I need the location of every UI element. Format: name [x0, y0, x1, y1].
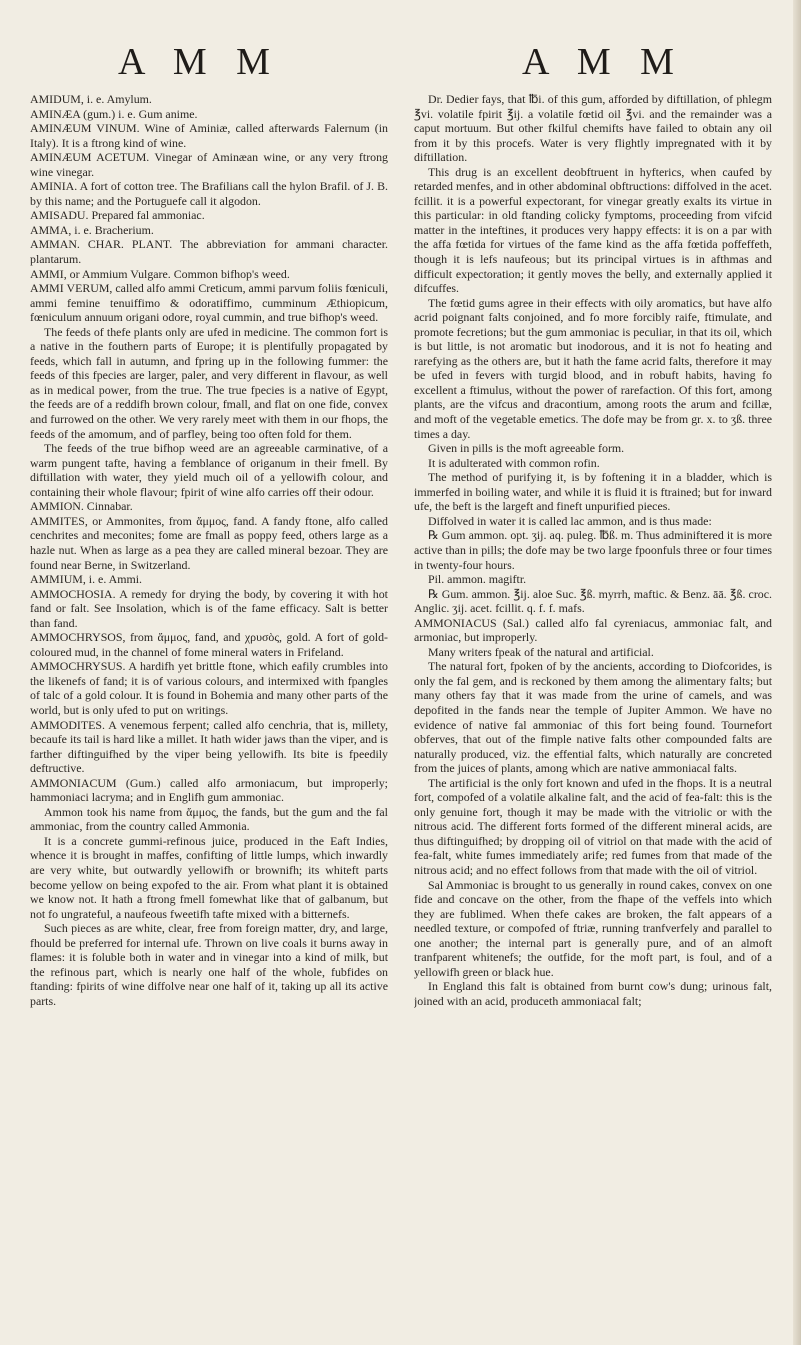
paragraph-adulterated: It is adulterated with common rofin.: [428, 455, 600, 470]
paragraph-natural-sort: The natural fort, fpoken of by the ancients, according to Diofcorides, is only the fal gem, and is reckoned by them among the alimentary falts; but many others fay that it was made from the urine of camels, and was depofited in the fands near the temple of Jupiter Ammon. We have no evidence of native fal ammoniac of this fort being found. Tournefort obferves, that out of the fimple native falts other compounded falts are naturally produced, viz. the effential falts, which naturally are concreted from the juices of plants, among which are native ammoniacal falts.: [414, 659, 772, 776]
entry-amma: AMMA, i. e. Bracherium.: [30, 222, 154, 237]
paragraph-england: In England this falt is obtained from burnt cow's dung; urinous falt, joined with an acid, produceth ammoniacal falt;: [414, 979, 772, 1008]
recipe-lac-ammon: ℞ Gum ammon. opt. ʒij. aq. puleg. ℔ß. m. Thus adminiftered it is more active than in pills; the dofe may be two large fpoonfuls three or four times in twenty-four hours.: [414, 528, 772, 572]
entry-aminaeum-vinum: AMINÆUM VINUM. Wine of Aminiæ, called afterwards Falernum (in Italy). It is a ftrong kind of wine.: [30, 121, 388, 150]
entry-amman-char-plant: AMMAN. CHAR. PLANT. The abbreviation for ammani character. plantarum.: [30, 237, 388, 267]
entry-ammochrysos: AMMOCHRYSOS, from ἄμμος, fand, and χρυσὸς, gold. A fort of gold-coloured mud, in the channel of fome mineral waters in Frifeland.: [30, 630, 388, 659]
entry-ammi: AMMI, or Ammium Vulgare. Common bifhop's weed.: [30, 266, 290, 281]
paragraph-ammon-name: Ammon took his name from ἄμμος, the fands, but the gum and the fal ammoniac, from the country called Ammonia.: [30, 804, 388, 834]
entry-ammoniacus-sal: AMMONIACUS (Sal.) called alfo fal cyreniacus, ammoniac falt, and armoniac, but improperly.: [414, 615, 772, 645]
left-column: [30, 92, 388, 1332]
paragraph-natural-artificial: Many writers fpeak of the natural and artificial.: [428, 644, 654, 659]
entry-ammochrysus: AMMOCHRYSUS. A hardifh yet brittle ftone, which eafily crumbles into the likenefs of fand; it is of various colours, and intermixed with fpangles of talc of a gold colour. It is found in Bohemia and many other parts of the world, but is only ufed to put on writings.: [30, 659, 388, 717]
right-column: [414, 92, 772, 1332]
running-head: [0, 40, 801, 84]
paragraph-gum-description: It is a concrete gummi-refinous juice, produced in the Eaft Indies, whence it is brought in maffes, confifting of little lumps, which inwardly are very white, but outwardly yellowifh or brownifh; its whiteft parts become yellow on being expofed to the air. From what plant it is obtained we know not. It hath a ftrong fmell fomewhat like that of galbanum, but not fo ungrateful, a naufeous fweetifh tafte mixed with a bitternefs.: [30, 833, 388, 921]
paragraph-purifying: The method of purifying it, is by foftening it in a bladder, which is immerfed in boiling water, and while it is fluid it is ftrained; but for inward ufe, the beft is the largeft and fineft unpurified pieces.: [414, 470, 772, 514]
entry-aminaea: AMINÆA (gum.) i. e. Gum anime.: [30, 106, 198, 121]
entry-amisadu: AMISADU. Prepared fal ammoniac.: [30, 208, 205, 223]
paragraph-pills: Given in pills is the moft agreeable form.: [428, 441, 625, 456]
entry-ammium: AMMIUM, i. e. Ammi.: [30, 572, 142, 587]
paragraph-lac-ammon: Diffolved in water it is called lac ammon, and is thus made:: [428, 513, 712, 528]
entry-ammites: AMMITES, or Ammonites, from ἄμμος, fand. A fandy ftone, alfo called cenchrites and meconites; fome are fmall as poppy feed, others large as a hazle nut. When as large as a pea they are called mineral bezoar. They are found near Berne, in Switzerland.: [30, 513, 388, 572]
entry-amidum: AMIDUM, i. e. Amylum.: [30, 92, 152, 106]
paragraph-artificial-sort: The artificial is the only fort known and ufed in the fhops. It is a neutral fort, compofed of a volatile alkaline falt, and the acid of fea-falt: this is the only genuine fort, though it may be made with the vitriolic or with the nitrous acid. The different forts formed of the different mineral acids, are thus diftinguifhed; by dropping oil of vitriol on that made with the acid of fea-falt, white fumes immediately arife; red fumes from that made of the nitrous acid; and no effect follows from that made with the oil of vitriol.: [414, 775, 772, 877]
paragraph-gum-pieces: Such pieces as are white, clear, free from foreign matter, dry, and large, fhould be preferred for internal ufe. Thrown on live coals it burns away in flames: it is foluble both in water and in vinegar into a kind of milk, but the refinous part, which is nearly one half of the whole, fubfides on ftanding: fpirits of wine diffolve near one half of it, taking up all its active parts.: [30, 921, 388, 1008]
entry-aminia: AMINIA. A fort of cotton tree. The Brafilians call the hylon Brafil. of J. B. by this name; and the Portuguefe call it algodon.: [30, 179, 388, 208]
running-head-right: A M M: [522, 41, 684, 83]
paragraph-deobstruent: This drug is an excellent deobftruent in hyfterics, when caufed by retarded menfes, and in other abdominal obftructions: diffolved in the acet. fcillit. it is a powerful expectorant, for vinegar greatly exalts its virtue in this particular: in old ftanding colicky fymptoms, proceeding from vifcid matter in the inteftines, it produces very happy effects: it is on a par with the affa fœtida for virtues of the fame kind as the affa fœtida poffeffeth, though it is lefs naufeous; but its principal virtues is in afthmas and difficult expectoration; it gently moves the belly, and externally applied it difcuffes.: [414, 164, 772, 296]
entry-ammion: AMMION. Cinnabar.: [30, 499, 133, 514]
page-edge-shadow: [793, 0, 801, 1345]
recipe-pil-ammon: ℞ Gum. ammon. ℥ij. aloe Suc. ℥ß. myrrh, maftic. & Benz. āā. ℥ß. croc. Anglic. ʒij. acet. fcillit. q. f. f. mafs.: [414, 586, 772, 616]
entry-ammi-verum: AMMI VERUM, called alfo ammi Creticum, ammi parvum foliis fœniculi, ammi femine tenuiffimo & odoratiffimo, cumminum Æthiopicum, fœniculum annuum origani odore, royal cummin, and true bifhop's weed.: [30, 281, 388, 325]
paragraph-dedier: Dr. Dedier fays, that ℔i. of this gum, afforded by diftillation, of phlegm ℥vi. volatile fpirit ℥ij. a volatile fœtid oil ℥vi. and the remainder was a caput mortuum. But other fkilful chemifts have failed to obtain any oil from it by this procefs. Water is very flightly impregnated with it by diftillation.: [414, 92, 772, 165]
running-head-left: A M M: [118, 41, 280, 83]
paragraph-sal-ammoniac-cakes: Sal Ammoniac is brought to us generally in round cakes, convex on one fide and concave on the other, from the fhape of the veffels into which they are fublimed. When thefe cakes are broken, the falt appears of a needled texture, or compofed of ftriæ, running tranfverfely and parallel to one another; the internal part is generally pure, and of an almoft tranfparent whitenefs; the outfide, for the moft part, is foul, and of a yellowifh green or black hue.: [414, 877, 772, 979]
paragraph-bishop-weed: The feeds of the true bifhop weed are an agreeable carminative, of a warm pungent tafte, having a femblance of origanum in their fmell. By diftillation with water, they yield much oil of a yellowifh colour, and containing their whole flavour; fpirit of wine alfo carries off their odour.: [30, 441, 388, 499]
entry-ammoniacum: AMMONIACUM (Gum.) called alfo armoniacum, but improperly; hammoniaci lacryma; and in Englifh gum ammoniac.: [30, 775, 388, 805]
paragraph-foetid-gums: The fœtid gums agree in their effects with oily aromatics, but have alfo acrid poignant falts conjoined, and fo more forcibly raife, ftimulate, and promote fecretions; but the gum ammoniac is peculiar, in that its oil, which is but little, is not aromatic but inodorous, and it is not fo heating and rarefying as the others are, but it hath the fame acrid falts, therefore it may be ufed in fevers with turgid blood, and in robuft habits, having fo excellent a ftimulus, without the power of rarefaction. Of this fort, among plants, are the vifcus and dracontium, among roots the arum and fcillæ, and moft of the vegetable emetics. The dofe may be from gr. x. to ʒß. three times a day.: [414, 295, 772, 441]
entry-ammodites: AMMODITES. A venemous ferpent; called alfo cenchria, that is, millety, becaufe its tail is hard like a millet. It hath wider jaws than the viper, and is farther diftinguifhed by the viper being yellowifh. Its bite is fpeedily deftructive.: [30, 717, 388, 776]
entry-aminaeum-acetum: AMINÆUM ACETUM. Vinegar of Aminæan wine, or any very ftrong wine vinegar.: [30, 150, 388, 179]
paragraph-ammi-seeds: The feeds of thefe plants only are ufed in medicine. The common fort is a native in the fouthern parts of Europe; it is plentifully propagated by feeds, which fall in autumn, and fpring up in the following fummer: the feeds of this fpecies are larger, paler, and very different in flavour, as well as in medical power, from the true. The true fpecies is a native of Egypt, the feeds are of a reddifh brown colour, fmall, and flat on one fide, convex and furrowed on the other. We very rarely meet with them in our fhops, the feeds of the amomum, and of parfley, being too often fold for them.: [30, 324, 388, 441]
entry-ammochosia: AMMOCHOSIA. A remedy for drying the body, by covering it with hot fand or falt. See Insolation, which is of the fame efficacy. Salt is better than fand.: [30, 586, 388, 630]
recipe-pil-ammon-title: Pil. ammon. magiftr.: [428, 572, 527, 587]
